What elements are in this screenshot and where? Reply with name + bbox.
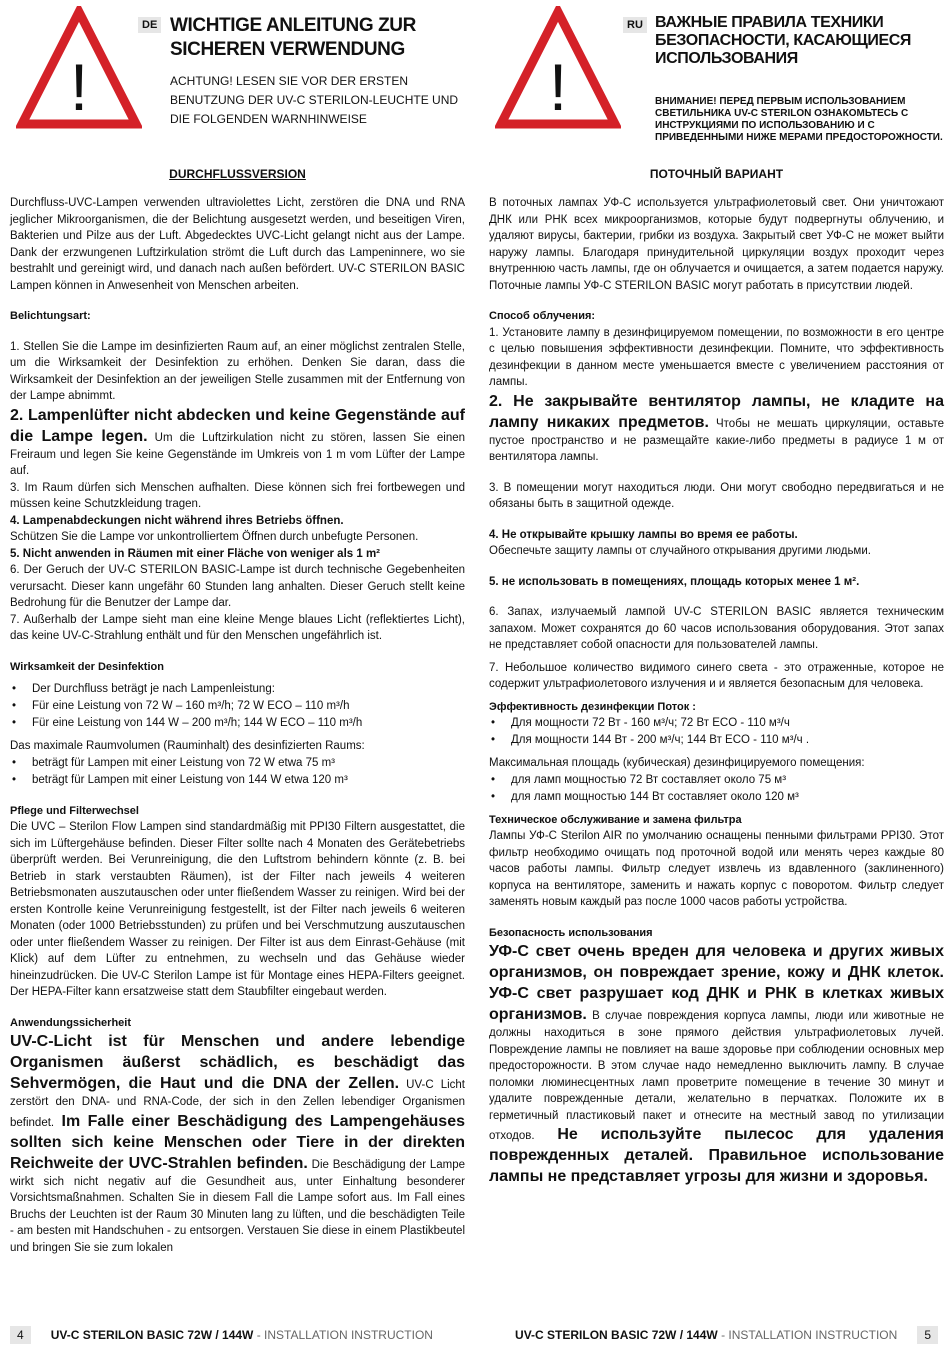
efficiency-item: • Für eine Leistung von 72 W – 160 m³/h; 72 W ECO – 110 m³/h [10, 698, 465, 715]
care-paragraph: Лампы УФ-С Sterilon AIR по умолчанию оснащены пенными фильтрами PPI30. Этот фильтр необходимо очищать под проточной водой или менять через каждые 80 часов работы лампы. Фильтр следует извлечь из вдавленного (заклиненного) корпуса на вентиляторе, заменить и нажать корпус с поворотом. Фильтр следует заменять новым каждый раз после 1000 часов работы устройства. [489, 830, 944, 908]
volume-item: • для ламп мощностью 72 Вт составляет около 75 м³ [489, 772, 944, 789]
step-4-bold: 4. Lampenabdeckungen nicht während ihres Betriebs öffnen. [10, 514, 344, 527]
footer-right [515, 1326, 938, 1344]
footer-doc: - INSTALLATION INSTRUCTION [253, 1328, 433, 1342]
warning-header-ru [489, 0, 944, 155]
step-6: 6. Запах, излучаемый лампой UV-C STERILON BASIC является техническим запахом. Может сохранятся до 60 часов использования оборудования. Этот запах не представляет собой опасности для пользователей лампы. [489, 606, 944, 651]
warning-title: ВАЖНЫЕ ПРАВИЛА ТЕХНИКИ БЕЗОПАСНОСТИ, КАСАЮЩИЕСЯ ИСПОЛЬЗОВАНИЯ [655, 14, 912, 67]
footer-left [10, 1326, 433, 1344]
step-2-text: Um die Luftzirkulation nicht zu stören, lassen Sie einen Freiraum und legen Sie keine Gegenstände im Umkreis von 1 m vom Lüfter der Lampe auf. [10, 431, 466, 477]
footer-doc: - INSTALLATION INSTRUCTION [717, 1328, 898, 1342]
safety-text-2: Die Beschädigung der Lampe wirkt sich nicht negativ auf die Gesundheit aus, unter Einhaltung besonderer Vorsichtsmaßnahmen. Schalten Sie in diesem Fall die Lampe sofort aus. Im Fall eines Bruchs der Leuchten ist der Raum 30 Minuten lang zu lüften, und die beschädigten Teile - am besten mit Handschuhen - zu entsorgen. Verstauen Sie diese in einem Plastikbeutel und bringen Sie sie zum lokalen [10, 1158, 465, 1254]
step-4-text: Обеспечьте защиту лампы от случайного открывания другими людьми. [489, 545, 871, 557]
step-1: 1. Stellen Sie die Lampe im desinfizierten Raum auf, an einer möglichst zentralen Stelle, um die Wirksamkeit der Desinfektion zu erhöhen. Denken Sie daran, dass die Wirksamkeit der Desinfektion an der jeweiligen Stelle zusammen mit der Entfernung von der Lampe abnimmt. [10, 340, 465, 402]
step-4-text: Schützen Sie die Lampe vor unkontrolliertem Öffnen durch unbefugte Personen. [10, 531, 419, 543]
warning-triangle-icon [16, 6, 142, 130]
safety-bold-2: Не используйте пылесос для удаления поврежденных деталей. Правильное использование лампы не представляет угрозы для жизни и здоровья. [489, 1126, 944, 1185]
page-number: 4 [10, 1326, 31, 1344]
section-title: DURCHFLUSSVERSION [169, 167, 306, 181]
step-2-text: Чтобы не мешать циркуляции, оставьте пустое пространство и не размещайте какие-либо предметы в радиусе 1 м от вентилятора лампы. [489, 417, 945, 463]
step-7: 7. Небольшое количество видимого синего света - это отраженные, которое не содержит ультрафиолетового излучения и и является безопасным для человека. [489, 661, 944, 690]
care-heading: Техническое обслуживание и замена фильтра [489, 813, 742, 826]
efficiency-item: • Für eine Leistung von 144 W – 200 m³/h; 144 W ECO – 110 m³/h [10, 715, 465, 732]
step-2 [10, 405, 465, 480]
safety-text-1: В случае повреждения корпуса лампы, люди или животные не должны находиться в зоне прямого действия ультрафиолетовых лучей. Повреждение лампы не повлияет на ваше здоровье при соблюдении основных мер предосторожности. В этом случае надо немедленно выключить лампу. В случае поломки люминесцентных ламп проветрите помещение в течение 30 минут и удалите поврежденные детали, желательно в перчатках. Положите их в герметичный пластиковый пакет и отнесите на местный завод по утилизации отходов. [489, 1010, 944, 1142]
svg-text:!: ! [69, 50, 89, 124]
footer-product: UV-C STERILON BASIC 72W / 144W [515, 1328, 718, 1342]
warning-triangle-icon [495, 6, 621, 130]
volume-heading: Das maximale Raumvolumen (Rauminhalt) des desinfizierten Raums: [10, 740, 365, 752]
volume-item: • beträgt für Lampen mit einer Leistung von 72 W etwa 75 m³ [10, 755, 465, 772]
intro-paragraph: В поточных лампах УФ-С используется ультрафиолетовый свет. Они уничтожают ДНК или РНК всех микроорганизмов, которые будут подвергнуты облучению, и удаляют вирусы, бактерии, грибки из воздуха. Закрытый свет УФ-С не может выйти наружу лампы. Благодаря принудительной циркуляции воздух проходит через внутреннюю часть лампы, где он облучается и очищается, а затем подается наружу. Поточные лампы УФ-С STERILON BASIC могут работать в присутствии людей. [489, 197, 944, 292]
efficiency-item: • Для мощности 144 Вт - 200 м³/ч; 144 Вт ECO - 110 м³/ч . [489, 732, 944, 749]
step-7: 7. Außerhalb der Lampe sieht man eine kleine Menge blaues Licht (reflektiertes Licht), das keine UV-C-Strahlung enthält und für den Menschen ungefährlich ist. [10, 613, 465, 642]
svg-text:!: ! [548, 50, 568, 124]
safety-bold-1: UV-C-Licht ist für Menschen und andere lebendige Organismen äußerst schädlich, es beschädigt das Sehvermögen, die Haut und die DNA der Zellen. [10, 1033, 465, 1092]
footer-product: UV-C STERILON BASIC 72W / 144W [50, 1328, 254, 1342]
efficiency-item: • Der Durchfluss beträgt je nach Lampenleistung: [10, 681, 465, 698]
safety-bold-2: Im Falle einer Beschädigung des Lampengehäuses sollten sich keine Menschen oder Tiere in der direkten Reichweite der UVC-Strahlen befinden. [10, 1112, 465, 1172]
safety-paragraph [10, 1031, 465, 1256]
step-2 [489, 391, 944, 466]
volume-heading: Максимальная площадь (кубическая) дезинфицируемого помещения: [489, 757, 865, 769]
page-number: 5 [917, 1326, 938, 1344]
step-6: 6. Der Geruch der UV-C STERILON BASIC-Lampe ist durch technische Gegebenheiten verursacht. Dieser kann ungefähr 60 Stunden lang anhalten. Dieser Geruch stellt keine Bedrohung für die Benutzer der Lampe dar. [10, 564, 465, 609]
efficiency-heading: Эффективность дезинфекции Поток : [489, 700, 696, 713]
step-2-bold: 2. Lampenlüfter nicht abdecken und keine Gegenstände auf die Lampe legen. [10, 406, 465, 445]
volume-item: • для ламп мощностью 144 Вт составляет около 120 м³ [489, 789, 944, 806]
warning-title: WICHTIGE ANLEITUNG ZUR SICHEREN VERWENDUNG [170, 15, 416, 60]
warning-header-de [10, 0, 465, 155]
efficiency-heading: Wirksamkeit der Desinfektion [10, 660, 164, 673]
exposure-heading: Способ облучения: [489, 310, 596, 322]
safety-heading: Anwendungssicherheit [10, 1016, 132, 1029]
step-5-bold: 5. не использовать в помещениях, площадь которых менее 1 м². [489, 575, 860, 588]
safety-paragraph [489, 941, 944, 1187]
safety-bold-1: УФ-С свет очень вреден для человека и других живых организмов, он повреждает зрение, кожу и ДНК клеток. УФ-С свет разрушает код ДНК и РНК в клетках живых организмов. [489, 943, 944, 1023]
step-5-bold: 5. Nicht anwenden in Räumen mit einer Fläche von weniger als 1 m² [10, 547, 381, 560]
german-body [10, 195, 465, 1256]
warning-subtitle: ВНИМАНИЕ! ПЕРЕД ПЕРВЫМ ИСПОЛЬЗОВАНИЕМ СВЕТИЛЬНИКА UV-C STERILON ОЗНАКОМЬТЕСЬ С ИНСТРУКЦИЯМИ ПО ИСПОЛЬЗОВАНИЮ И С ПРИВЕДЕННЫМИ НИЖЕ МЕРАМИ ПРЕДОСТОРОЖНОСТИ. [655, 96, 943, 143]
safety-heading: Безопасность использования [489, 926, 653, 939]
step-1: 1. Установите лампу в дезинфицируемом помещении, по возможности в его центре с целью повышения эффективности дезинфекции. Помните, что эффективность дезинфекции в данном месте уменьшается вместе с увеличением расстояния от лампы. [489, 326, 944, 388]
language-badge: DE [138, 17, 161, 33]
russian-body [489, 195, 944, 1187]
care-heading: Pflege und Filterwechsel [10, 804, 139, 817]
care-paragraph: Die UVC – Sterilon Flow Lampen sind standardmäßig mit PPI30 Filtern ausgestattet, die sich im Lüftergehäuse befinden. Dieser Filter sollte nach 4 Monaten des Gerätebetriebs überprüft werden. Bei Verunreinigung, die den Luftstrom behindern könnte (z. B. bei Betrieb in stark verstaubten Räumen), ist der Filter nach jeweils 4 weiteren Betriebsmonaten auszutauschen oder unter fließendem Wasser zu reinigen. Wird bei der ersten Kontrolle keine Verunreinigung festgestellt, ist der Filter nach jeweils 6 weiteren Monaten (oder 1000 Betriebsstunden) zu prüfen und bei Verschmutzung auszutauschen oder unter fließendem Wasser zu reinigen. Der Filter ist aus dem Einrast-Gehäuse (mit Klick) auf dem Lüfter zu entnehmen, zu wechseln und das Gehäuse wieder hineinzudrücken. Die UV-C Sterilon Lampe ist für Montage eines HEPA-Filters geeignet. Der HEPA-Filter kann ersatzweise statt dem Staubfilter eingebaut werden. [10, 821, 465, 998]
exposure-heading: Belichtungsart: [10, 310, 91, 322]
warning-subtitle: ACHTUNG! LESEN SIE VOR DER ERSTEN BENUTZUNG DER UV-C STERILON-LEUCHTE UND DIE FOLGENDEN WARNHINWEISE [170, 74, 459, 126]
step-3: 3. Im Raum dürfen sich Menschen aufhalten. Diese können sich frei fortbewegen und müssen keine Schutzkleidung tragen. [10, 481, 465, 510]
safety-text-1: UV-C Licht zerstört den DNA- und RNA-Code, der sich in den Zellen lebendiger Organismen befindet. [10, 1079, 465, 1129]
efficiency-item: • Для мощности 72 Вт - 160 м³/ч; 72 Вт ECO - 110 м³/ч [489, 715, 944, 732]
step-3: 3. В помещении могут находиться люди. Они могут свободно передвигаться и не обязаны быть в защитной одежде. [489, 481, 944, 510]
step-4-bold: 4. Не открывайте крышку лампы во время ее работы. [489, 528, 798, 541]
section-title: ПОТОЧНЫЙ ВАРИАНТ [649, 167, 784, 181]
german-column [10, 0, 465, 1256]
step-2-bold: 2. Не закрывайте вентилятор лампы, не кладите на лампу никаких предметов. [489, 392, 944, 431]
language-badge: RU [623, 17, 647, 33]
russian-column [489, 0, 944, 1187]
intro-paragraph: Durchfluss-UVC-Lampen verwenden ultraviolettes Licht, zerstören die DNA und RNA jeglicher Mikroorganismen, die der Belichtung ausgesetzt werden, und beseitigen Viren, Bakterien und Pilze aus der Luft. Abgedecktes UVC-Licht gelangt nicht aus der Lampe. Dank der erzwungenen Luftzirkulation strömt die Luft durch das Lampeninnere, wo sie bestrahlt und gereinigt wird, und danach nach außen befördert. UV-C STERILON BASIC Lampen können in Anwesenheit von Menschen arbeiten. [10, 197, 465, 292]
volume-item: • beträgt für Lampen mit einer Leistung von 144 W etwa 120 m³ [10, 772, 465, 789]
